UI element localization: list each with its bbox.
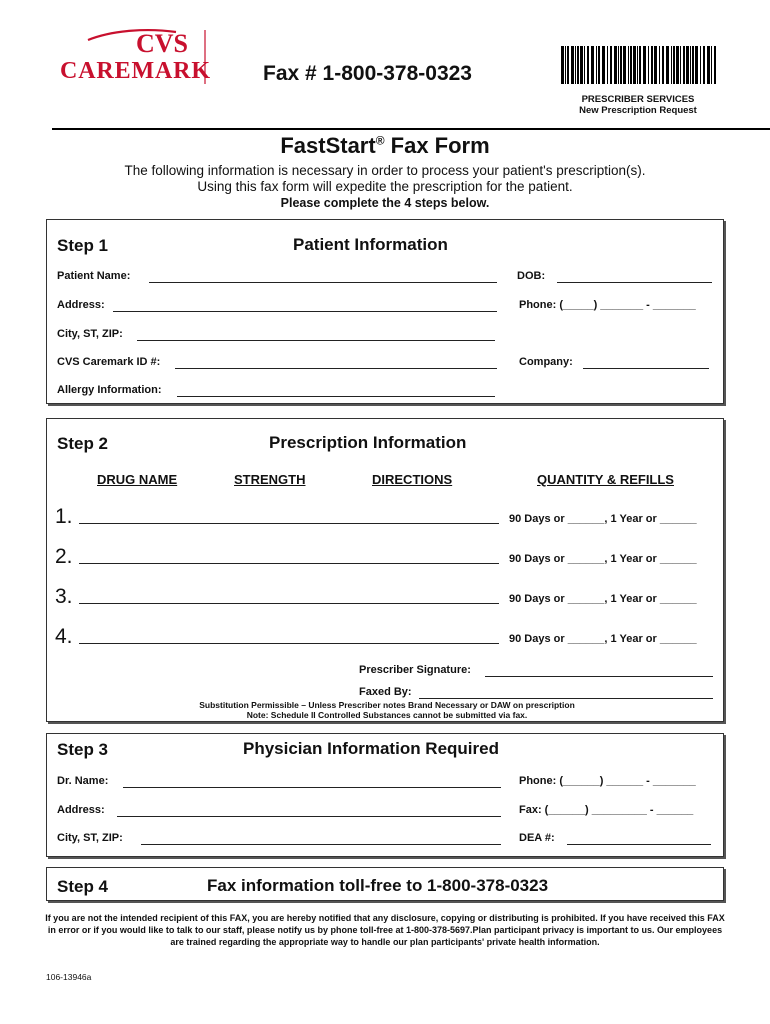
barcode-bar [639,46,641,84]
city-label: City, ST, ZIP: [57,328,123,340]
step1-label: Step 1 [57,236,109,255]
barcode-bar [648,46,649,84]
physician-city-label: City, ST, ZIP: [57,832,123,844]
registered-mark: ® [375,133,385,148]
barcode-bar [686,46,689,84]
rx-row-4-field[interactable] [79,643,499,644]
physician-phone-field[interactable]: Phone: (______) ______ - _______ [519,775,696,787]
prescriber-signature-field[interactable] [485,676,713,677]
barcode-bar [628,46,629,84]
header-divider [52,128,770,130]
barcode-bar [561,46,564,84]
prescriber-signature-label: Prescriber Signature: [359,664,471,676]
barcode-bar [584,46,585,84]
col-directions: DIRECTIONS [372,472,453,487]
allergy-label: Allergy Information: [57,384,162,396]
title-main: FastStart [280,133,376,158]
intro-text [0,163,770,211]
barcode [561,46,720,84]
substitution-line: Substitution Permissible – Unless Prescriber notes Brand Necessary or DAW on prescription [199,700,575,710]
intro-line-2: Using this fax form will expedite the prescription for the patient. [197,179,573,194]
barcode-graphic [561,46,720,84]
barcode-bar [630,46,632,84]
barcode-bar [614,46,617,84]
request-text: New Prescription Request [579,105,697,116]
barcode-bar [680,46,681,84]
rx-row-4-number: 4. [55,625,73,648]
dea-label: DEA #: [519,832,555,844]
barcode-bar [577,46,579,84]
barcode-bar [637,46,638,84]
dob-label: DOB: [517,270,546,282]
step1-title: Patient Information [293,235,448,254]
rx-row-1-field[interactable] [79,523,499,524]
cvs-id-field[interactable] [175,368,497,369]
step4-section [46,867,724,901]
barcode-bar [602,46,605,84]
cvs-caremark-logo [58,28,218,86]
svg-text:CAREMARK: CAREMARK [60,58,210,84]
barcode-bar [714,46,716,84]
col-drug-name: DRUG NAME [97,472,178,487]
dea-field[interactable] [567,844,711,845]
substitution-note [147,700,627,720]
barcode-bar [623,46,626,84]
rx-row-2-number: 2. [55,545,73,568]
step3-label: Step 3 [57,740,109,759]
barcode-bar [711,46,712,84]
intro-line-3: Please complete the 4 steps below. [280,196,490,210]
form-title [0,133,770,159]
step2-label: Step 2 [57,434,109,453]
patient-phone-field[interactable]: Phone: (_____) _______ - _______ [519,299,696,311]
step1-section [46,219,724,404]
barcode-bar [580,46,583,84]
title-rest: Fax Form [384,133,490,158]
step4-label: Step 4 [57,877,109,896]
dr-name-label: Dr. Name: [57,775,109,787]
barcode-bar [591,46,594,84]
fax-number-header: Fax # 1-800-378-0323 [263,62,472,85]
barcode-bar [683,46,685,84]
step2-section [46,418,724,722]
barcode-bar [618,46,619,84]
rx-row-3-field[interactable] [79,603,499,604]
form-number: 106-13946a [46,972,92,982]
physician-address-field[interactable] [117,816,501,817]
barcode-bar [596,46,597,84]
step2-title: Prescription Information [269,433,467,452]
step3-section [46,733,724,857]
svg-text:CVS: CVS [136,29,189,58]
barcode-bar [671,46,672,84]
cvs-caremark-logo-graphic [58,28,218,86]
patient-address-field[interactable] [113,311,497,312]
rx-row-2-quantity[interactable]: 90 Days or ______, 1 Year or ______ [509,553,697,565]
barcode-bar [633,46,636,84]
barcode-bar [565,46,566,84]
barcode-bar [620,46,622,84]
barcode-bar [598,46,600,84]
step3-title: Physician Information Required [243,739,499,758]
physician-address-label: Address: [57,804,105,816]
col-quantity-refills: QUANTITY & REFILLS [537,472,674,487]
barcode-bar [707,46,710,84]
patient-name-field[interactable] [149,282,497,283]
barcode-bar [607,46,608,84]
barcode-bar [690,46,691,84]
prescriber-services-label [548,94,728,116]
barcode-bar [654,46,657,84]
address-label: Address: [57,299,105,311]
col-strength: STRENGTH [234,472,306,487]
dr-name-field[interactable] [123,787,501,788]
barcode-bar [567,46,569,84]
barcode-bar [587,46,589,84]
patient-name-label: Patient Name: [57,270,131,282]
barcode-bar [695,46,698,84]
barcode-bar [700,46,701,84]
confidentiality-notice: If you are not the intended recipient of this FAX, you are hereby notified that any disclosure, copying or distributing is prohibited. If you have received this FAX in error or if you would like to talk to our staff, please notify us by phone toll-free at 1-800-378-5697.Plan participant privacy is important to us. Our employees are trained regarding the appropriate way to handle our plan participants' private health information. [45,913,725,947]
barcode-bar [692,46,694,84]
rx-row-1-quantity[interactable]: 90 Days or ______, 1 Year or ______ [509,513,697,525]
rx-row-2-field[interactable] [79,563,499,564]
rx-row-4-quantity[interactable]: 90 Days or ______, 1 Year or ______ [509,633,697,645]
barcode-bar [610,46,612,84]
barcode-bar [703,46,705,84]
services-text: PRESCRIBER SERVICES [581,94,695,105]
barcode-bar [571,46,574,84]
allergy-field[interactable] [177,396,495,397]
barcode-bar [676,46,679,84]
physician-city-field[interactable] [141,844,501,845]
company-field[interactable] [583,368,709,369]
rx-row-1-number: 1. [55,505,73,528]
barcode-bar [673,46,675,84]
barcode-bar [651,46,653,84]
patient-city-field[interactable] [137,340,495,341]
faxed-by-field[interactable] [419,698,713,699]
step4-title: Fax information toll-free to 1-800-378-0323 [207,876,549,895]
rx-row-3-number: 3. [55,585,73,608]
barcode-bar [662,46,664,84]
faxed-by-label: Faxed By: [359,686,412,698]
schedule-ii-note: Note: Schedule II Controlled Substances cannot be submitted via fax. [246,710,528,720]
intro-line-1: The following information is necessary in order to process your patient's prescription(s). [124,163,646,178]
barcode-bar [643,46,646,84]
company-label: Company: [519,356,573,368]
physician-fax-field[interactable]: Fax: (______) _________ - ______ [519,804,694,816]
barcode-bar [659,46,660,84]
barcode-bar [666,46,669,84]
cvs-id-label: CVS Caremark ID #: [57,356,161,368]
dob-field[interactable] [557,282,712,283]
rx-row-3-quantity[interactable]: 90 Days or ______, 1 Year or ______ [509,593,697,605]
barcode-bar [575,46,576,84]
